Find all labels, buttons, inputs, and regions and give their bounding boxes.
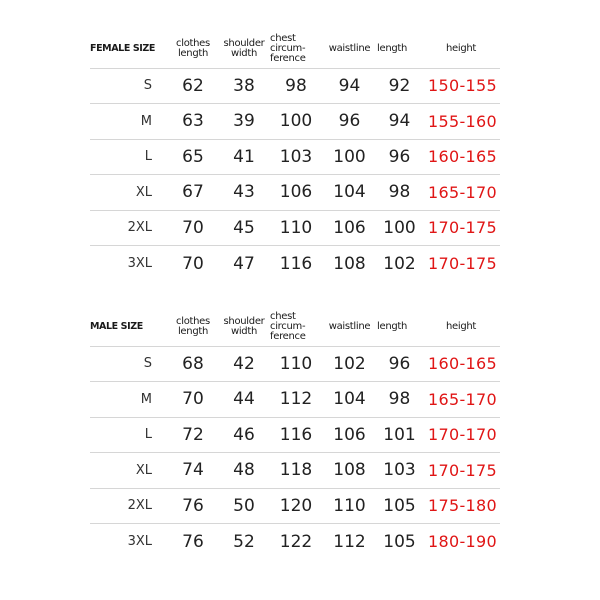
- waistline-value: 94: [338, 75, 361, 96]
- header-length: length: [377, 320, 408, 332]
- size-label: XL: [135, 462, 152, 478]
- male-size-title: MALE SIZE: [90, 320, 143, 332]
- height-value: 160-165: [428, 147, 497, 167]
- length-value: 105: [383, 495, 416, 516]
- waistline-value: 108: [333, 253, 366, 274]
- length-value: 98: [388, 389, 411, 410]
- chest-circumference-value: 110: [279, 353, 313, 374]
- height-value: 175-180: [428, 496, 497, 516]
- header-shoulder-width: shoulder width: [223, 315, 265, 337]
- table-row: [90, 488, 500, 524]
- size-label: 2XL: [127, 498, 152, 514]
- table-row: [90, 68, 500, 104]
- size-label: S: [143, 356, 152, 372]
- clothes-length-value: 65: [182, 146, 204, 167]
- height-value: 150-155: [428, 76, 497, 96]
- table-row: [90, 453, 500, 489]
- header-clothes-length: clothes length: [176, 315, 210, 337]
- header-chest-circumference: chest circum- ference: [270, 310, 306, 342]
- shoulder-width-value: 48: [233, 460, 255, 481]
- header-clothes-length: clothes length: [176, 37, 210, 59]
- clothes-length-value: 70: [182, 389, 204, 410]
- size-label: M: [140, 391, 152, 407]
- waistline-value: 104: [333, 389, 366, 410]
- size-label: XL: [135, 184, 152, 200]
- height-value: 160-165: [428, 354, 497, 374]
- clothes-length-value: 63: [182, 111, 204, 132]
- table-row: [90, 346, 500, 382]
- size-label: 2XL: [127, 220, 152, 236]
- table-row: [90, 104, 500, 140]
- waistline-value: 102: [333, 353, 366, 374]
- length-value: 100: [383, 217, 416, 238]
- female-size-title: FEMALE SIZE: [90, 42, 155, 54]
- shoulder-width-value: 46: [233, 424, 255, 445]
- height-value: 170-175: [428, 460, 497, 480]
- size-label: L: [144, 427, 152, 443]
- length-value: 96: [388, 353, 411, 374]
- shoulder-width-value: 42: [233, 353, 255, 374]
- height-value: 165-170: [428, 182, 497, 202]
- shoulder-width-value: 52: [233, 531, 255, 552]
- male-size-table: [90, 308, 500, 559]
- clothes-length-value: 76: [182, 531, 204, 552]
- shoulder-width-value: 47: [233, 253, 255, 274]
- length-value: 98: [388, 182, 411, 203]
- waistline-value: 110: [333, 495, 366, 516]
- height-value: 170-175: [428, 218, 497, 238]
- waistline-value: 104: [333, 182, 366, 203]
- chest-circumference-value: 112: [279, 389, 313, 410]
- height-value: 155-160: [428, 111, 497, 131]
- shoulder-width-value: 50: [233, 495, 255, 516]
- chest-circumference-value: 106: [279, 182, 313, 203]
- header-chest-circumference: chest circum- ference: [270, 32, 306, 64]
- length-value: 103: [383, 460, 416, 481]
- length-value: 101: [383, 424, 416, 445]
- chest-circumference-value: 118: [279, 460, 313, 481]
- length-value: 105: [383, 531, 416, 552]
- height-value: 180-190: [428, 532, 497, 551]
- chest-circumference-value: 120: [279, 495, 313, 516]
- clothes-length-value: 74: [182, 460, 204, 481]
- shoulder-width-value: 45: [233, 217, 255, 238]
- size-label: S: [143, 78, 152, 94]
- size-label: 3XL: [127, 534, 152, 549]
- height-value: 170-170: [428, 425, 497, 445]
- chest-circumference-value: 100: [279, 111, 313, 132]
- size-label: L: [144, 149, 152, 165]
- clothes-length-value: 67: [182, 182, 204, 203]
- chest-circumference-value: 110: [279, 217, 313, 238]
- chest-circumference-value: 103: [279, 146, 313, 167]
- waistline-value: 112: [333, 531, 366, 552]
- clothes-length-value: 62: [182, 75, 204, 96]
- female-size-table: [90, 30, 500, 281]
- table-row: [90, 382, 500, 418]
- size-label: M: [140, 113, 152, 129]
- male-header-row: [90, 308, 500, 346]
- length-value: 92: [388, 75, 411, 96]
- header-shoulder-width: shoulder width: [223, 37, 265, 59]
- female-header-row: [90, 30, 500, 68]
- clothes-length-value: 76: [182, 495, 204, 516]
- table-row: [90, 246, 500, 282]
- clothes-length-value: 68: [182, 353, 204, 374]
- clothes-length-value: 70: [182, 217, 204, 238]
- chest-circumference-value: 98: [285, 75, 307, 96]
- table-row: [90, 417, 500, 453]
- table-row: [90, 524, 500, 560]
- clothes-length-value: 72: [182, 424, 204, 445]
- chest-circumference-value: 116: [279, 253, 313, 274]
- height-value: 165-170: [428, 389, 497, 409]
- shoulder-width-value: 43: [233, 182, 255, 203]
- table-row: [90, 175, 500, 211]
- waistline-value: 100: [333, 146, 366, 167]
- size-label: 3XL: [127, 256, 152, 271]
- length-value: 96: [388, 146, 411, 167]
- waistline-value: 108: [333, 460, 366, 481]
- chest-circumference-value: 116: [279, 424, 313, 445]
- length-value: 102: [383, 253, 416, 274]
- header-waistline: waistline: [328, 320, 371, 332]
- length-value: 94: [388, 111, 411, 132]
- header-waistline: waistline: [328, 42, 371, 54]
- header-height: height: [445, 42, 477, 54]
- clothes-length-value: 70: [182, 253, 204, 274]
- shoulder-width-value: 44: [233, 389, 255, 410]
- chest-circumference-value: 122: [279, 531, 313, 552]
- waistline-value: 106: [333, 424, 366, 445]
- table-row: [90, 139, 500, 175]
- height-value: 170-175: [428, 254, 497, 273]
- shoulder-width-value: 39: [233, 111, 255, 132]
- header-length: length: [377, 42, 408, 54]
- table-row: [90, 210, 500, 246]
- waistline-value: 96: [338, 111, 361, 132]
- waistline-value: 106: [333, 217, 366, 238]
- shoulder-width-value: 41: [233, 146, 255, 167]
- header-height: height: [445, 320, 477, 332]
- shoulder-width-value: 38: [233, 75, 255, 96]
